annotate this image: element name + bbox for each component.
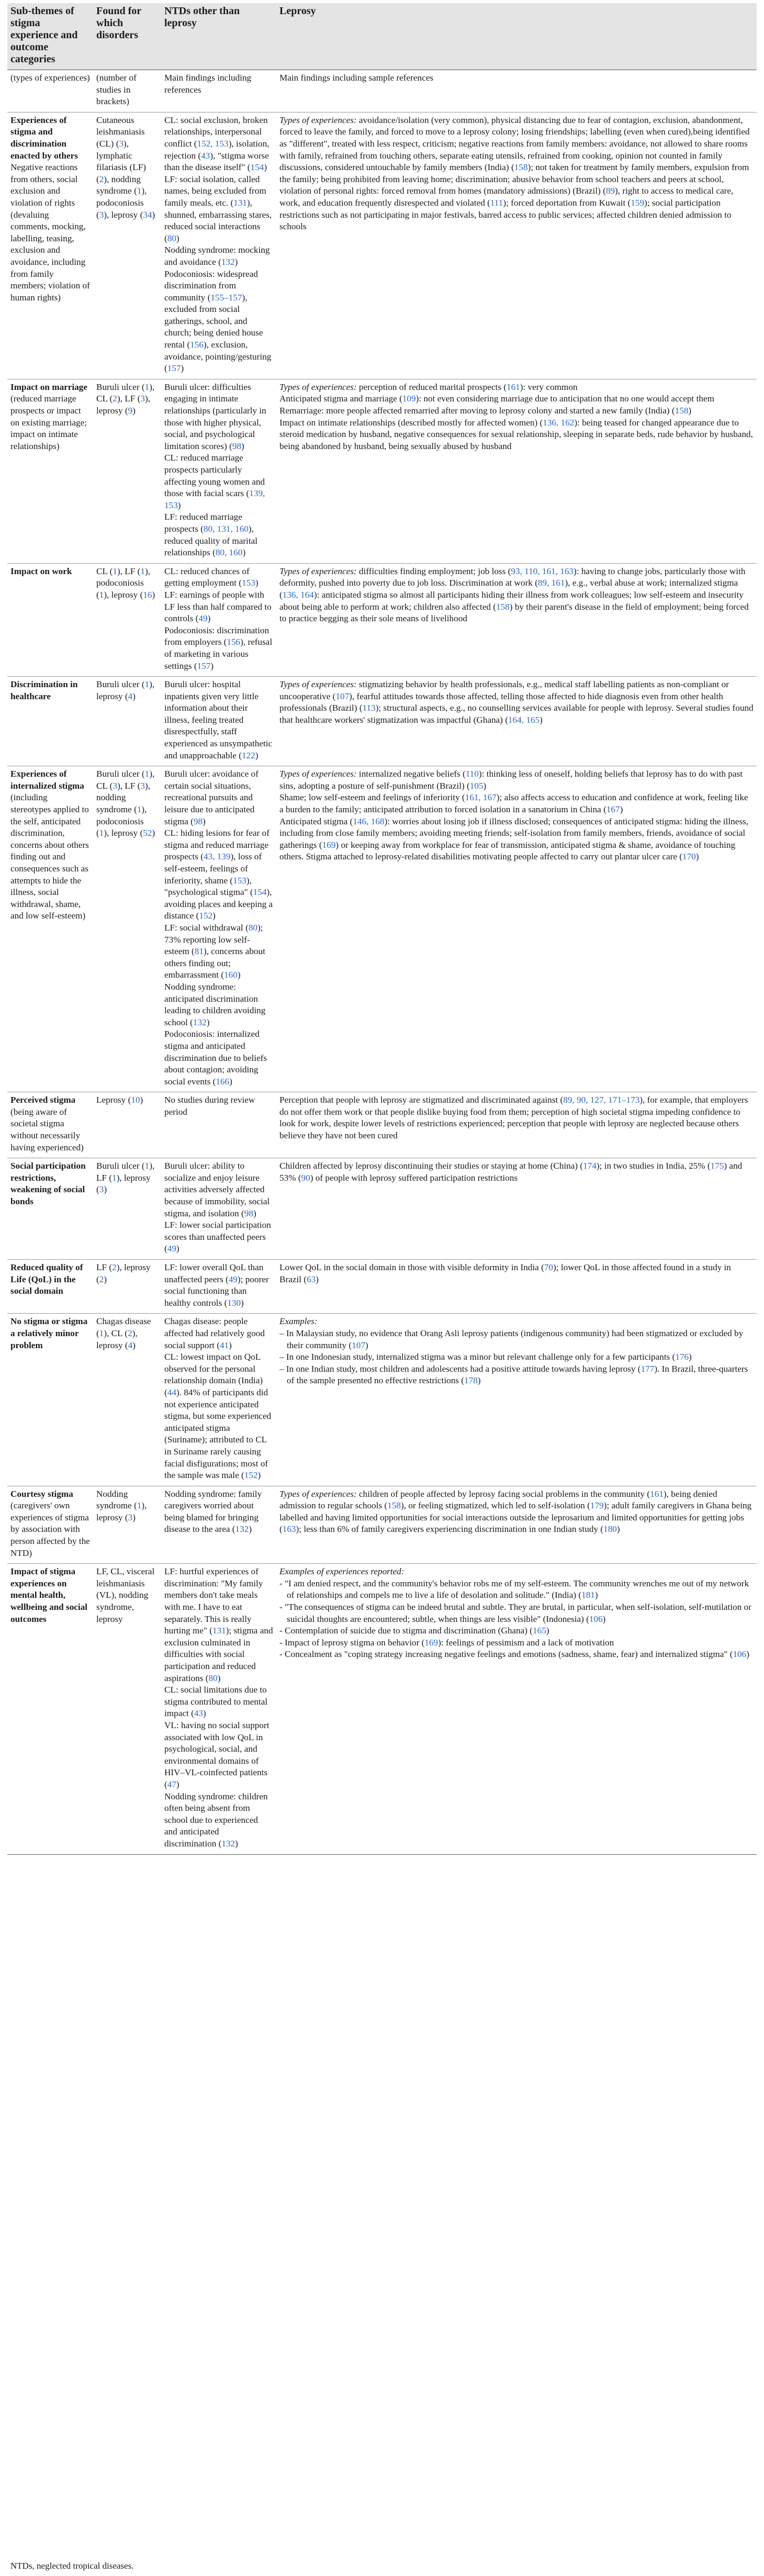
ntd-finding: Nodding syndrome: family caregivers worried about being blamed for bringing disease to the area (132) <box>164 1488 262 1535</box>
disorders-text: Cutaneous leishmaniasis (CL) (3), lymphatic filariasis (LF) (2), nodding syndrome (1), podoconiosis (3), leprosy (34) <box>96 115 155 220</box>
reference-link[interactable]: 89 <box>605 186 615 196</box>
reference-link[interactable]: 98 <box>244 1208 253 1218</box>
reference-link[interactable]: 70 <box>544 1262 554 1272</box>
disorders-cell <box>93 766 161 1092</box>
reference-link[interactable]: 49 <box>167 1244 176 1254</box>
reference-link[interactable]: 181 <box>581 1590 595 1600</box>
reference-link[interactable]: 1 <box>99 828 104 838</box>
disorders-cell <box>93 563 161 676</box>
reference-link[interactable]: 158 <box>387 1500 401 1511</box>
reference-link[interactable]: 80 <box>248 922 258 933</box>
reference-link[interactable]: 89, 161 <box>537 578 565 588</box>
reference-link[interactable]: 167 <box>606 804 620 815</box>
subtheme-description: (caregivers' own experiences of stigma by association with person affected by the NTD) <box>10 1500 90 1558</box>
subtheme-cell <box>7 1486 93 1564</box>
reference-link[interactable]: 98 <box>232 441 242 451</box>
ntd-finding: LF: hurtful experiences of discrimination: "My family members don't take meals with me. I have to eat separately. This is really hurting me" (131); stigma and exclusion culminated in difficulties with social participation and reduced aspirations (80) <box>164 1566 273 1683</box>
leprosy-example-item: - "The consequences of stigma can be indeed brutal and subtle. They are brutal, in particular, when self-isolation, self-mutilation or suicidal thoughts are encountered; subtle, when things are less visible" (Indonesia) (106) <box>279 1602 751 1624</box>
subtheme-title: Experiences of internalized stigma <box>10 769 84 791</box>
leprosy-findings-cell <box>276 1158 757 1260</box>
leprosy-finding: Children affected by leprosy discontinuing their studies or staying at home (China) (174); in two studies in India, 25% (175) and 53% (90) of people with leprosy suffered participation restrictions <box>279 1161 743 1183</box>
reference-link[interactable]: 157 <box>167 363 181 374</box>
reference-link[interactable]: 165 <box>533 1626 546 1636</box>
subtheme-title: Courtesy stigma <box>10 1488 73 1499</box>
reference-link[interactable]: 1 <box>137 186 142 196</box>
subtheme-title: No stigma or stigma a relatively minor problem <box>10 1316 88 1350</box>
table-row <box>7 1564 757 1854</box>
table-row <box>7 563 757 676</box>
disorders-text: LF (2), leprosy (2) <box>96 1262 151 1284</box>
reference-link[interactable]: 2 <box>128 1328 132 1338</box>
leprosy-finding: Anticipated stigma (146, 168): worries about losing job if illness disclosed; consequences of anticipated stigma: hiding the illness, including from close family members; avoiding meeting friends; self-isolation from family members, friends, avoidance of social gatherings (169) or keeping away from workplace for fear of transmission, anticipated stigma & shame, avoidance of touching others. Stigma attached to leprosy-related disabilities motivating people affected to carry out plantar ulcer care (170) <box>279 816 749 862</box>
subtheme-cell <box>7 112 93 379</box>
units-disorders: (number of studies in brackets) <box>93 70 161 113</box>
leprosy-findings-cell <box>276 1092 757 1158</box>
reference-link[interactable]: 158 <box>496 601 510 612</box>
leprosy-example-item: – In one Indian study, most children and adolescents had a positive attitude towards having leprosy (177). In Brazil, three-quarters of the sample presented no effective restrictions (178) <box>279 1363 748 1386</box>
header-disorders: Found for which disorders <box>93 3 161 70</box>
reference-link[interactable]: 152, 153 <box>197 138 229 149</box>
subtheme-title: Impact on marriage <box>10 382 88 392</box>
ntd-finding: Nodding syndrome: mocking and avoidance (132) <box>164 245 270 267</box>
leprosy-findings-cell <box>276 1486 757 1564</box>
reference-link[interactable]: 177 <box>641 1363 655 1374</box>
leprosy-example-item: – In one Indonesian study, internalized stigma was a minor but relevant challenge only for a few participants (176) <box>279 1352 692 1362</box>
ntd-findings-cell <box>161 1564 276 1854</box>
ntd-finding: CL: lowest impact on QoL observed for the personal relationship domain (India) (44). 84% of participants did not experience anticipated stigma, but some experienced anticipated stigma (Suriname); attributed to CL in Suriname rarely causing facial disfigurations; most of the sample was male (152) <box>164 1352 272 1481</box>
leprosy-finding: Anticipated stigma and marriage (109): not even considering marriage due to anticipation that no one would accept them <box>279 394 714 404</box>
header-leprosy: Leprosy <box>276 3 757 70</box>
leprosy-example-item: - Contemplation of suicide due to stigma and discrimination (Ghana) (165) <box>279 1626 549 1636</box>
ntd-finding: Podoconiosis: widespread discrimination from community (155–157), excluded from social gatherings, school, and church; being denied house rental (156), exclusion, avoidance, pointing/gesturing (157) <box>164 268 272 374</box>
reference-link[interactable]: 1 <box>137 804 142 815</box>
reference-link[interactable]: 1 <box>144 382 150 392</box>
disorders-cell <box>93 1486 161 1564</box>
reference-link[interactable]: 166 <box>216 1076 230 1087</box>
ntd-finding: LF: reduced marriage prospects (80, 131, 160), reduced quality of marital relationships (80, 160) <box>164 512 258 558</box>
ntd-findings-cell <box>161 1314 276 1486</box>
reference-link[interactable]: 80, 160 <box>215 547 243 558</box>
reference-link[interactable]: 4 <box>128 691 133 701</box>
subtheme-title: Perceived stigma <box>10 1095 76 1105</box>
units-ntd: Main findings including references <box>161 70 276 113</box>
leprosy-finding: Types of experiences: stigmatizing behavior by health professionals, e.g., medical staff labelling patients as non-compliant or uncooperative (107), fearful attitudes towards those affected, telling those affected to hide diagnosis even from other health professionals (Brazil) (113); structural aspects, e.g., no counselling services available for people with leprosy. Several studies found that healthcare workers' stigmatization was impactful (Ghana) (164, 165) <box>279 679 754 725</box>
units-row <box>7 70 757 113</box>
disorders-text: Buruli ulcer (1), leprosy (4) <box>96 679 155 701</box>
leprosy-finding: Types of experiences: children of people affected by leprosy facing social problems in the community (161), being denied admission to regular schools (158), or feeling stigmatized, which led to self-isolation (179); adult family caregivers in Ghana being labelled and having limited opportunities for social interactions outside the leprosarium and limited opportunities for getting jobs (163); less than 6% of family caregivers experiencing discrimination in one Indian study (180) <box>279 1488 752 1535</box>
reference-link[interactable]: 153 <box>242 578 255 588</box>
ntd-findings-cell <box>161 677 276 766</box>
reference-link[interactable]: 16 <box>143 589 152 600</box>
ntd-finding: Podoconiosis: internalized stigma and anticipated discrimination due to beliefs about contagion; avoiding social events (166) <box>164 1029 267 1087</box>
disorders-text: Buruli ulcer (1), CL (3), LF (3), nodding syndrome (1), podoconiosis (1), leprosy (52) <box>96 769 155 838</box>
reference-link[interactable]: 174 <box>583 1161 597 1171</box>
table-row <box>7 677 757 766</box>
subtheme-cell <box>7 379 93 563</box>
reference-link[interactable]: 131 <box>212 1626 226 1636</box>
reference-link[interactable]: 178 <box>464 1375 478 1386</box>
disorders-text: Buruli ulcer (1), CL (2), LF (3), leprosy (9) <box>96 382 155 416</box>
reference-link[interactable]: 169 <box>424 1637 439 1648</box>
subtheme-cell <box>7 1092 93 1158</box>
reference-link[interactable]: 44 <box>167 1387 176 1397</box>
reference-link[interactable]: 152 <box>244 1470 258 1481</box>
reference-link[interactable]: 132 <box>235 1524 249 1535</box>
subtheme-cell <box>7 1314 93 1486</box>
subtheme-cell <box>7 766 93 1092</box>
table-row <box>7 1486 757 1564</box>
disorders-text: Chagas disease (1), CL (2), leprosy (4) <box>96 1316 151 1350</box>
reference-link[interactable]: 146, 168 <box>353 816 385 826</box>
reference-link[interactable]: 132 <box>221 256 235 267</box>
table-row <box>7 1260 757 1314</box>
reference-link[interactable]: 113 <box>362 703 376 713</box>
reference-link[interactable]: 1 <box>112 1172 117 1183</box>
reference-link[interactable]: 3 <box>99 1184 104 1195</box>
reference-link[interactable]: 3 <box>119 138 124 149</box>
subtheme-description: (including stereotypes applied to the self, anticipated discrimination, concerns about others finding out and consequences such as attempts to hide the illness, social withdrawal, shame, and low self-esteem) <box>10 792 89 921</box>
leprosy-finding: Impact on intimate relationships (described mostly for affected women) (136, 162): being teased for changed appearance due to steroid medication by husband, negative consequences for sexual relationship, sleeping in separate beds, rude behavior by husband, being abandoned by husband, being sexually abused by husband <box>279 417 753 451</box>
ntd-finding: CL: reduced chances of getting employment (153) <box>164 566 259 588</box>
disorders-cell <box>93 379 161 563</box>
reference-link[interactable]: 49 <box>228 1274 238 1284</box>
reference-link[interactable]: 9 <box>128 406 133 416</box>
reference-link[interactable]: 107 <box>352 1340 365 1350</box>
subtheme-title: Experiences of stigma and discrimination enacted by others <box>10 115 78 161</box>
reference-link[interactable]: 152 <box>199 911 213 921</box>
leprosy-finding: Remarriage: more people affected remarried after moving to leprosy colony and started a new family (India) (158) <box>279 406 692 416</box>
leprosy-findings-cell <box>276 1314 757 1486</box>
disorders-text: LF, CL, visceral leishmaniasis (VL), nodding syndrome, leprosy <box>96 1566 155 1624</box>
leprosy-examples-heading: Examples: <box>279 1316 318 1327</box>
reference-link[interactable]: 41 <box>219 1340 229 1350</box>
disorders-text: Leprosy (10) <box>96 1095 143 1105</box>
units-subtheme: (types of experiences) <box>7 70 93 113</box>
leprosy-finding: Types of experiences: difficulties finding employment; job loss (93, 110, 161, 163): having to change jobs, particularly those with deformity, pushed into poverty due to job loss. Discrimination at work (89, 161), e.g., verbal abuse at work; internalized stigma (136, 164): anticipated stigma so almost all participants hiding their illness from work colleagues; low self-esteem and insecurity about being able to perform at work; children also affected (158) by their parent's disease in the field of employment; being forced to practice begging as their sole means of livelihood <box>279 566 749 624</box>
ntd-finding: Buruli ulcer: difficulties engaging in intimate relationships (particularly in those with higher physical, social, and psychological limitation scores) (98) <box>164 382 266 451</box>
disorders-text: Nodding syndrome (1), leprosy (3) <box>96 1488 147 1522</box>
reference-link[interactable]: 132 <box>193 1017 207 1027</box>
leprosy-finding: Perception that people with leprosy are stigmatized and discriminated against (89, 90, 127, 171–173), for example, that employers do not offer them work or that people dislike buying food from them; perception of high societal stigma impeding confidence to look for work, despite lower levels of restrictions experienced; perception that people with leprosy are neglected because others believe they have not been cured <box>279 1095 748 1141</box>
leprosy-example-item: - "I am denied respect, and the community's behavior robs me of my self-esteem. The community wrenches me out of my network of relationships and compels me to live a life of desolation and solitude." (India) (181) <box>279 1578 749 1600</box>
disorders-cell <box>93 1092 161 1158</box>
table-row <box>7 379 757 563</box>
ntd-findings-cell <box>161 1158 276 1260</box>
ntd-findings-cell <box>161 379 276 563</box>
reference-link[interactable]: 81 <box>194 946 204 957</box>
leprosy-findings-cell <box>276 1564 757 1854</box>
subtheme-cell <box>7 677 93 766</box>
reference-link[interactable]: 80 <box>167 233 176 243</box>
subtheme-title: Discrimination in healthcare <box>10 679 78 701</box>
reference-link[interactable]: 1 <box>99 589 104 600</box>
ntd-finding: CL: hiding lesions for fear of stigma and reduced marriage prospects (43, 139), loss of self-esteem, feelings of inferiority, shame (153), "psychological stigma" (154), avoiding places and keeping a distance (152) <box>164 828 273 921</box>
leprosy-finding: Types of experiences: internalized negative beliefs (110): thinking less of oneself, holding beliefs that leprosy has to do with past sins, adopting a posture of self-punishment (Brazil) (105) <box>279 769 743 791</box>
disorders-cell <box>93 677 161 766</box>
units-leprosy: Main findings including sample references <box>276 70 757 113</box>
table-row <box>7 766 757 1092</box>
reference-link[interactable]: 157 <box>197 660 211 671</box>
subtheme-title: Impact of stigma experiences on mental health, wellbeing and social outcomes <box>10 1566 88 1624</box>
reference-link[interactable]: 3 <box>128 1512 133 1522</box>
reference-link[interactable]: 136, 164 <box>282 589 314 600</box>
reference-link[interactable]: 164, 165 <box>508 714 540 725</box>
subtheme-cell <box>7 1260 93 1314</box>
reference-link[interactable]: 89, 90, 127, 171–173 <box>563 1095 640 1105</box>
reference-link[interactable]: 3 <box>99 209 104 220</box>
reference-link[interactable]: 43, 139 <box>203 852 231 862</box>
reference-link[interactable]: 136, 162 <box>543 417 575 428</box>
table-row <box>7 1158 757 1260</box>
disorders-text: CL (1), LF (1), podoconiosis (1), leprosy (16) <box>96 566 155 600</box>
reference-link[interactable]: 156 <box>227 637 241 647</box>
reference-link[interactable]: 107 <box>335 691 350 701</box>
disorders-text: Buruli ulcer (1), LF (1), leprosy (3) <box>96 1161 155 1195</box>
header-subtheme: Sub-themes of stigma experience and outcome categories <box>7 3 93 70</box>
leprosy-findings-cell <box>276 379 757 563</box>
reference-link[interactable]: 1 <box>144 679 150 690</box>
disorders-cell <box>93 1564 161 1854</box>
leprosy-finding: Types of experiences: perception of reduced marital prospects (161): very common <box>279 382 578 392</box>
ntd-findings-cell <box>161 112 276 379</box>
disorders-cell <box>93 1314 161 1486</box>
ntd-findings-cell <box>161 1260 276 1314</box>
ntd-findings-cell <box>161 1486 276 1564</box>
ntd-finding: Buruli ulcer: avoidance of certain social situations, recreational pursuits and leisure due to anticipated stigma (98) <box>164 769 259 826</box>
table-body <box>7 70 757 1855</box>
subtheme-description: Negative reactions from others, social exclusion and violation of rights (devaluing comments, mocking, labelling, teasing, exclusion and avoidance, including from family members; violation of human rights) <box>10 162 90 303</box>
reference-link[interactable]: 2 <box>113 394 117 404</box>
ntd-finding: Podoconiosis: discrimination from employers (156), refusal of marketing in various settings (157) <box>164 625 273 671</box>
reference-link[interactable]: 176 <box>675 1352 689 1362</box>
reference-link[interactable]: 49 <box>198 613 208 624</box>
reference-link[interactable]: 179 <box>590 1500 604 1511</box>
subtheme-cell <box>7 1564 93 1854</box>
ntd-finding: CL: social exclusion, broken relationships, interpersonal conflict (152, 153), isolation, rejection (43), "stigma worse than the disease itself" (154) <box>164 115 269 173</box>
reference-link[interactable]: 158 <box>514 162 528 173</box>
reference-link[interactable]: 132 <box>221 1838 235 1849</box>
subtheme-title: Social participation restrictions, weakening of social bonds <box>10 1161 86 1207</box>
leprosy-example-item: - Impact of leprosy stigma on behavior (169): feelings of pessimism and a lack of motivation <box>279 1637 614 1648</box>
disorders-cell <box>93 112 161 379</box>
reference-link[interactable]: 109 <box>402 394 416 404</box>
reference-link[interactable]: 106 <box>589 1614 603 1624</box>
reference-link[interactable]: 10 <box>131 1095 140 1105</box>
subtheme-description: (being aware of societal stigma without necessarily having experienced) <box>10 1106 84 1152</box>
leprosy-finding: Types of experiences: avoidance/isolation (very common), physical distancing due to fear of contagion, exclusion, abandonment, forced to leave the family, and forced to move to a leprosy colony; losing friendships; labelling (even when cured),being identified as "different", treated with less respect, criticism; negative reactions from family members: avoidance, not allowed to share rooms with family, refrained from touching others, separate eating utensils, refrained from cooking, opinion not counted in family discussions, considered untouchable by family members (India) (158); not taken for treatment by family members, expulsion from the family; being prohibited from leaving home; discrimination; abusive behavior from school teachers and peers at school, violation of personal rights: forced removal from homes (mandatory admissions) (Brazil) (89), right to access to medical care, work, and education frequently disrespected and violated (111); forced deportation from Kuwait (159); social participation restrictions such as not participating in major festivals, barred access to public services; affected children denied admission to schools <box>279 115 750 232</box>
leprosy-finding: Lower QoL in the social domain in those with visible deformity in India (70); lower QoL in those affected found in a study in Brazil (63) <box>279 1262 731 1284</box>
disorders-cell <box>93 1158 161 1260</box>
ntd-finding: Nodding syndrome: anticipated discrimination leading to children avoiding school (132) <box>164 981 266 1027</box>
reference-link[interactable]: 43 <box>194 1708 203 1719</box>
reference-link[interactable]: 1 <box>144 1161 150 1171</box>
reference-link[interactable]: 155–157 <box>210 292 242 303</box>
reference-link[interactable]: 1 <box>137 1500 142 1511</box>
reference-link[interactable]: 1 <box>99 1328 104 1338</box>
reference-link[interactable]: 139, 153 <box>164 488 265 510</box>
ntd-finding: No studies during review period <box>164 1095 255 1117</box>
stigma-findings-table <box>7 3 757 1855</box>
reference-link[interactable]: 34 <box>143 209 152 220</box>
table-row <box>7 1092 757 1158</box>
leprosy-finding: Shame; low self-esteem and feelings of inferiority (161, 167); also affects access to education and confidence at work, feeling like a burden to the family; anticipated attribution to forced isolation in a sanatorium in China (167) <box>279 792 748 815</box>
reference-link[interactable]: 3 <box>140 394 145 404</box>
reference-link[interactable]: 180 <box>603 1524 617 1535</box>
reference-link[interactable]: 169 <box>322 839 336 850</box>
reference-link[interactable]: 1 <box>113 566 117 576</box>
reference-link[interactable]: 160 <box>224 970 238 980</box>
ntd-findings-cell <box>161 1092 276 1158</box>
reference-link[interactable]: 105 <box>469 780 484 791</box>
ntd-finding: LF: lower social participation scores than unaffected peers (49) <box>164 1220 271 1254</box>
reference-link[interactable]: 1 <box>144 769 150 779</box>
reference-link[interactable]: 63 <box>307 1274 316 1284</box>
leprosy-findings-cell <box>276 112 757 379</box>
subtheme-cell <box>7 563 93 676</box>
table-row <box>7 112 757 379</box>
reference-link[interactable]: 163 <box>282 1524 296 1535</box>
reference-link[interactable]: 4 <box>128 1340 133 1350</box>
reference-link[interactable]: 2 <box>99 174 104 184</box>
reference-link[interactable]: 47 <box>167 1779 176 1789</box>
reference-link[interactable]: 154 <box>250 162 264 173</box>
ntd-finding: LF: social isolation, called names, being excluded from family meals, etc. (131), shunned, embarrassing stares, reduced social interactions (80) <box>164 174 272 243</box>
subtheme-description: (reduced marriage prospects or impact on existing marriage; impact on intimate relationships) <box>10 394 87 451</box>
table-header-row <box>7 3 757 70</box>
leprosy-findings-cell <box>276 677 757 766</box>
disorders-cell <box>93 1260 161 1314</box>
reference-link[interactable]: 2 <box>99 1274 104 1284</box>
ntd-finding: LF: social withdrawal (80); 73% reporting low self-esteem (81), concerns about others finding out; embarrassment (160) <box>164 922 265 980</box>
reference-link[interactable]: 3 <box>113 780 117 791</box>
subtheme-title: Reduced quality of Life (QoL) in the social domain <box>10 1262 83 1296</box>
leprosy-example-item: - Concealment as "coping strategy increasing negative feelings and emotions (sadness, shame, fear) and internalized stigma" (106) <box>279 1649 749 1660</box>
ntd-finding: LF: earnings of people with LF less than half compared to controls (49) <box>164 589 272 624</box>
leprosy-example-item: – In Malaysian study, no evidence that Orang Asli leprosy patients (indigenous community) had been stigmatized or excluded by their community (107) <box>279 1328 744 1350</box>
reference-link[interactable]: 80, 131, 160 <box>203 523 249 534</box>
ntd-finding: Nodding syndrome: children often being absent from school due to experienced and anticipated discrimination (132) <box>164 1791 268 1849</box>
reference-link[interactable]: 161 <box>650 1488 664 1499</box>
reference-link[interactable]: 93, 110, 161, 163 <box>511 566 574 576</box>
reference-link[interactable]: 161 <box>506 382 520 392</box>
ntd-finding: CL: social limitations due to stigma contributed to mental impact (43) <box>164 1685 268 1719</box>
reference-link[interactable]: 122 <box>241 750 255 760</box>
subtheme-title: Impact on work <box>10 566 72 576</box>
reference-link[interactable]: 111 <box>490 197 503 208</box>
reference-link[interactable]: 98 <box>193 816 203 826</box>
reference-link[interactable]: 110 <box>465 769 479 779</box>
subtheme-cell <box>7 1158 93 1260</box>
reference-link[interactable]: 80 <box>208 1673 218 1683</box>
reference-link[interactable]: 175 <box>710 1161 724 1171</box>
ntd-finding: Buruli ulcer: hospital inpatients given very little information about their illness, feeling treated disrespectfully, staff experienced as unsympathetic and unapproachable (122) <box>164 679 273 760</box>
ntd-findings-cell <box>161 766 276 1092</box>
reference-link[interactable]: 156 <box>190 340 204 350</box>
ntd-finding: Chagas disease: people affected had relatively good social support (41) <box>164 1316 265 1350</box>
reference-link[interactable]: 153 <box>233 875 246 886</box>
leprosy-findings-cell <box>276 766 757 1092</box>
leprosy-findings-cell <box>276 1260 757 1314</box>
ntd-findings-cell <box>161 563 276 676</box>
reference-link[interactable]: 43 <box>201 150 210 161</box>
leprosy-findings-cell <box>276 563 757 676</box>
ntd-finding: Buruli ulcer: ability to socialize and enjoy leisure activities adversely affected because of immobility, social stigma, and isolation (98) <box>164 1161 270 1218</box>
ntd-finding: VL: having no social support associated with low QoL in psychological, social, and environmental domains of HIV–VL-coinfected patients (47) <box>164 1720 269 1789</box>
reference-link[interactable]: 52 <box>143 828 152 838</box>
reference-link[interactable]: 2 <box>112 1262 117 1272</box>
reference-link[interactable]: 90 <box>301 1172 310 1183</box>
table-row <box>7 1314 757 1486</box>
reference-link[interactable]: 161, 167 <box>465 792 497 803</box>
reference-link[interactable]: 158 <box>675 406 689 416</box>
reference-link[interactable]: 131 <box>233 197 247 208</box>
reference-link[interactable]: 154 <box>253 887 267 898</box>
reference-link[interactable]: 170 <box>682 852 696 862</box>
ntd-finding: LF: lower overall QoL than unaffected peers (49); poorer social functioning than healthy controls (130) <box>164 1262 269 1308</box>
reference-link[interactable]: 159 <box>631 197 645 208</box>
header-ntd: NTDs other than leprosy <box>161 3 276 70</box>
reference-link[interactable]: 1 <box>140 566 145 576</box>
reference-link[interactable]: 106 <box>733 1649 747 1660</box>
ntd-finding: CL: reduced marriage prospects particularly affecting young women and those with facial scars (139, 153) <box>164 453 265 510</box>
leprosy-examples-heading: Examples of experiences reported: <box>279 1566 405 1577</box>
reference-link[interactable]: 3 <box>140 780 145 791</box>
table-footnote: NTDs, neglected tropical diseases. <box>10 2561 134 2571</box>
reference-link[interactable]: 130 <box>227 1297 241 1308</box>
